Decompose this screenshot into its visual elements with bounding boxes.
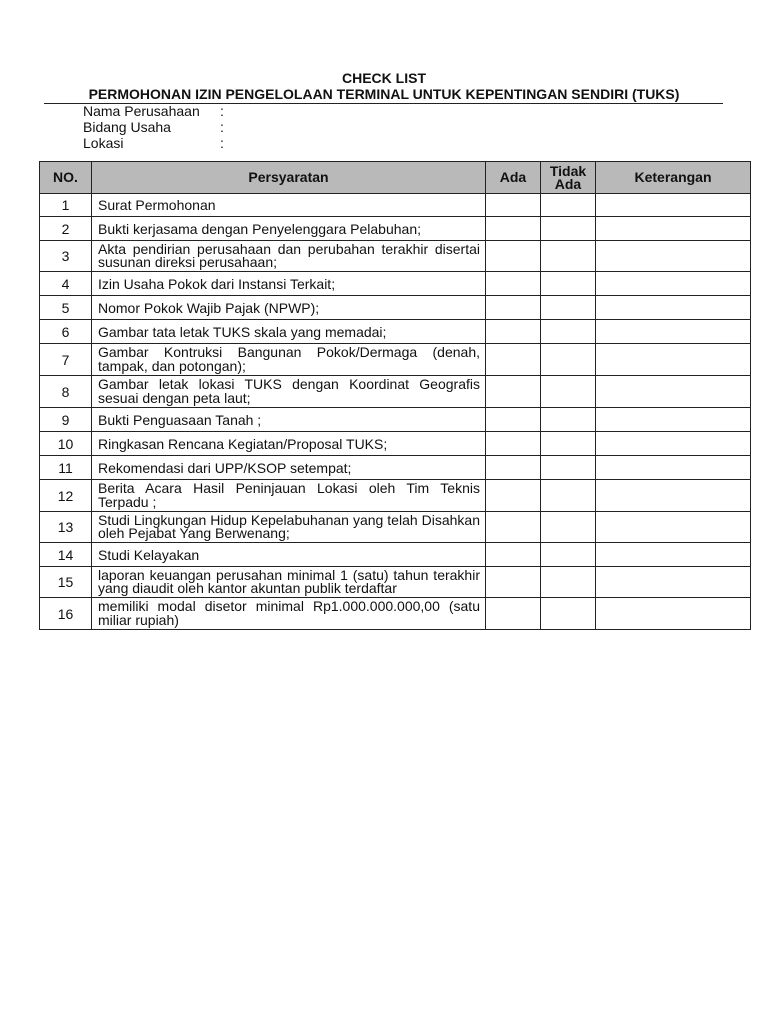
ada-checkbox-cell[interactable] — [486, 344, 541, 376]
row-number: 16 — [40, 598, 92, 630]
row-requirement: Studi Lingkungan Hidup Kepelabuhanan yang telah Disahkan oleh Pejabat Yang Berwenang; — [92, 512, 486, 543]
tidak-ada-checkbox-cell[interactable] — [541, 480, 596, 512]
header-no: NO. — [40, 162, 92, 194]
keterangan-cell[interactable] — [596, 217, 751, 241]
ada-checkbox-cell[interactable] — [486, 480, 541, 512]
tidak-ada-checkbox-cell[interactable] — [541, 512, 596, 543]
tidak-ada-checkbox-cell[interactable] — [541, 432, 596, 456]
row-number: 3 — [40, 241, 92, 272]
keterangan-cell[interactable] — [596, 408, 751, 432]
row-requirement: Gambar tata letak TUKS skala yang memadai; — [92, 320, 486, 344]
keterangan-cell[interactable] — [596, 567, 751, 598]
ada-checkbox-cell[interactable] — [486, 296, 541, 320]
keterangan-cell[interactable] — [596, 512, 751, 543]
row-requirement: Izin Usaha Pokok dari Instansi Terkait; — [92, 272, 486, 296]
row-requirement: Nomor Pokok Wajib Pajak (NPWP); — [92, 296, 486, 320]
table-row — [40, 320, 751, 344]
table-row — [40, 512, 751, 543]
row-requirement: Akta pendirian perusahaan dan perubahan terakhir disertai susunan direksi perusahaan; — [92, 241, 486, 272]
tidak-ada-checkbox-cell[interactable] — [541, 567, 596, 598]
table-row — [40, 432, 751, 456]
table-row — [40, 456, 751, 480]
row-number: 5 — [40, 296, 92, 320]
row-number: 11 — [40, 456, 92, 480]
keterangan-cell[interactable] — [596, 376, 751, 408]
tidak-ada-checkbox-cell[interactable] — [541, 376, 596, 408]
header-ada: Ada — [486, 162, 541, 194]
header-requirement: Persyaratan — [92, 162, 486, 194]
header-keterangan: Keterangan — [596, 162, 751, 194]
row-number: 4 — [40, 272, 92, 296]
row-requirement: Studi Kelayakan — [92, 543, 486, 567]
row-number: 13 — [40, 512, 92, 543]
table-header-row — [40, 162, 751, 194]
table-row — [40, 344, 751, 376]
row-number: 10 — [40, 432, 92, 456]
row-requirement: Gambar Kontruksi Bangunan Pokok/Dermaga (denah, tampak, dan potongan); — [92, 344, 486, 376]
ada-checkbox-cell[interactable] — [486, 320, 541, 344]
tidak-ada-checkbox-cell[interactable] — [541, 543, 596, 567]
row-requirement: Gambar letak lokasi TUKS dengan Koordinat Geografis sesuai dengan peta laut; — [92, 376, 486, 408]
row-requirement: Ringkasan Rencana Kegiatan/Proposal TUKS; — [92, 432, 486, 456]
table-row — [40, 408, 751, 432]
info-label: Nama Perusahaan — [83, 103, 200, 119]
row-requirement: laporan keuangan perusahan minimal 1 (satu) tahun terakhir yang diaudit oleh kantor akuntan publik terdaftar — [92, 567, 486, 598]
ada-checkbox-cell[interactable] — [486, 598, 541, 630]
row-number: 15 — [40, 567, 92, 598]
ada-checkbox-cell[interactable] — [486, 272, 541, 296]
info-location — [83, 135, 224, 151]
tidak-ada-checkbox-cell[interactable] — [541, 296, 596, 320]
table-row — [40, 543, 751, 567]
info-company-name — [83, 103, 224, 119]
ada-checkbox-cell[interactable] — [486, 512, 541, 543]
table-row — [40, 296, 751, 320]
info-separator: : — [220, 103, 224, 119]
keterangan-cell[interactable] — [596, 320, 751, 344]
tidak-ada-checkbox-cell[interactable] — [541, 598, 596, 630]
tidak-ada-checkbox-cell[interactable] — [541, 272, 596, 296]
info-label: Lokasi — [83, 135, 124, 151]
checklist-table — [39, 161, 751, 630]
info-label: Bidang Usaha — [83, 119, 171, 135]
table-row — [40, 376, 751, 408]
table-row — [40, 194, 751, 217]
keterangan-cell[interactable] — [596, 456, 751, 480]
keterangan-cell[interactable] — [596, 272, 751, 296]
tidak-ada-checkbox-cell[interactable] — [541, 344, 596, 376]
tidak-ada-checkbox-cell[interactable] — [541, 217, 596, 241]
info-separator: : — [220, 135, 224, 151]
row-requirement: memiliki modal disetor minimal Rp1.000.000.000,00 (satu miliar rupiah) — [92, 598, 486, 630]
row-number: 14 — [40, 543, 92, 567]
keterangan-cell[interactable] — [596, 296, 751, 320]
ada-checkbox-cell[interactable] — [486, 543, 541, 567]
table-row — [40, 241, 751, 272]
table-row — [40, 272, 751, 296]
keterangan-cell[interactable] — [596, 432, 751, 456]
ada-checkbox-cell[interactable] — [486, 567, 541, 598]
info-separator: : — [220, 119, 224, 135]
keterangan-cell[interactable] — [596, 194, 751, 217]
keterangan-cell[interactable] — [596, 480, 751, 512]
tidak-ada-checkbox-cell[interactable] — [541, 320, 596, 344]
table-row — [40, 217, 751, 241]
keterangan-cell[interactable] — [596, 241, 751, 272]
ada-checkbox-cell[interactable] — [486, 432, 541, 456]
table-row — [40, 598, 751, 630]
row-number: 2 — [40, 217, 92, 241]
keterangan-cell[interactable] — [596, 344, 751, 376]
keterangan-cell[interactable] — [596, 598, 751, 630]
table-row — [40, 480, 751, 512]
row-requirement: Surat Permohonan — [92, 194, 486, 217]
row-number: 9 — [40, 408, 92, 432]
tidak-ada-checkbox-cell[interactable] — [541, 194, 596, 217]
row-requirement: Berita Acara Hasil Peninjauan Lokasi oleh Tim Teknis Terpadu ; — [92, 480, 486, 512]
tidak-ada-checkbox-cell[interactable] — [541, 408, 596, 432]
row-number: 8 — [40, 376, 92, 408]
ada-checkbox-cell[interactable] — [486, 194, 541, 217]
ada-checkbox-cell[interactable] — [486, 376, 541, 408]
keterangan-cell[interactable] — [596, 543, 751, 567]
row-number: 12 — [40, 480, 92, 512]
table-row — [40, 567, 751, 598]
ada-checkbox-cell[interactable] — [486, 408, 541, 432]
row-requirement: Rekomendasi dari UPP/KSOP setempat; — [92, 456, 486, 480]
ada-checkbox-cell[interactable] — [486, 456, 541, 480]
document-title: CHECK LIST — [342, 70, 426, 86]
row-requirement: Bukti kerjasama dengan Penyelenggara Pelabuhan; — [92, 217, 486, 241]
ada-checkbox-cell[interactable] — [486, 241, 541, 272]
row-number: 6 — [40, 320, 92, 344]
row-number: 1 — [40, 194, 92, 217]
tidak-ada-checkbox-cell[interactable] — [541, 456, 596, 480]
row-number: 7 — [40, 344, 92, 376]
document-subtitle: PERMOHONAN IZIN PENGELOLAAN TERMINAL UNTUK KEPENTINGAN SENDIRI (TUKS) — [88, 86, 680, 102]
row-requirement: Bukti Penguasaan Tanah ; — [92, 408, 486, 432]
ada-checkbox-cell[interactable] — [486, 217, 541, 241]
header-tidak-ada: Tidak Ada — [541, 162, 596, 194]
tidak-ada-checkbox-cell[interactable] — [541, 241, 596, 272]
info-business-field — [83, 119, 224, 135]
